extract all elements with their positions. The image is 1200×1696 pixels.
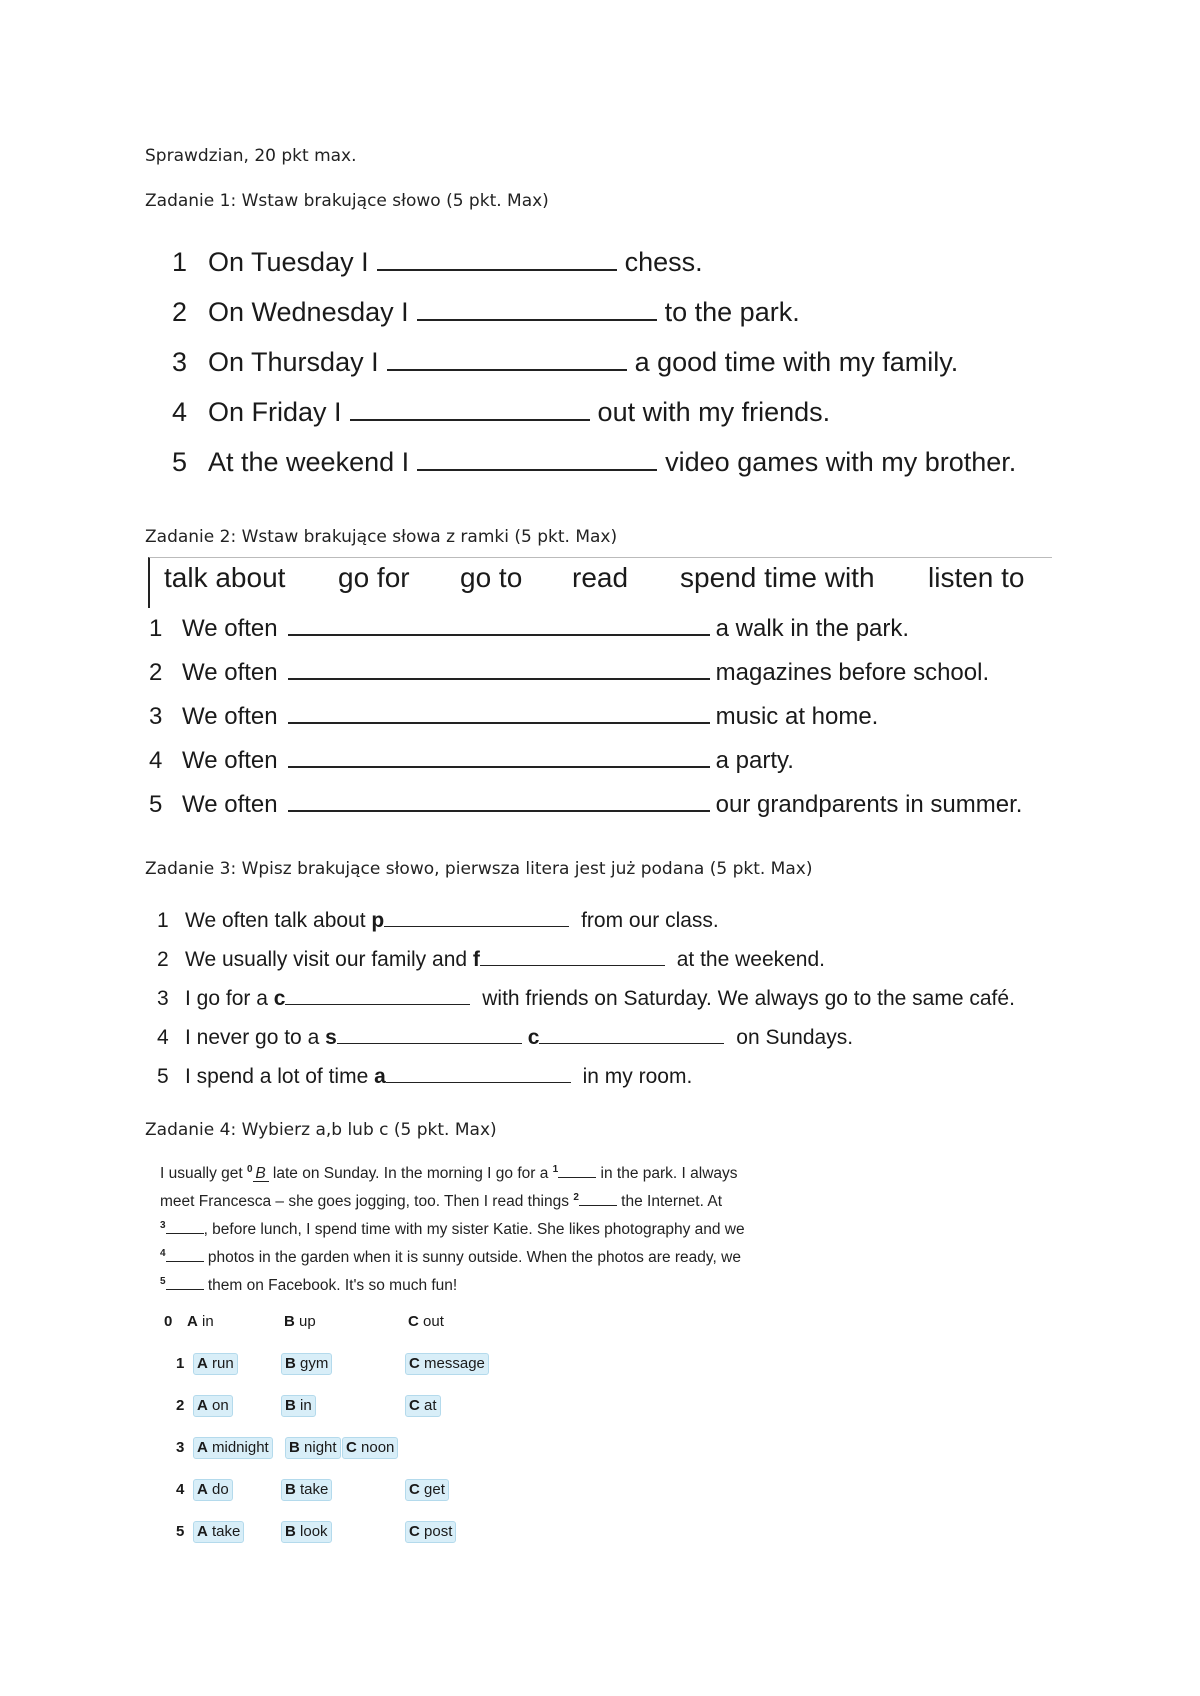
option-b[interactable]: B look [281, 1521, 332, 1543]
answer-blank[interactable] [285, 986, 470, 1005]
option-a[interactable]: A run [193, 1353, 238, 1375]
answer-blank[interactable] [387, 345, 627, 371]
option-b[interactable]: B night [285, 1437, 341, 1459]
answer-blank[interactable] [417, 295, 657, 321]
list-item: 2 On Wednesday I to the park. [172, 297, 800, 327]
word-box-item: go for [338, 562, 410, 593]
option-c[interactable]: C at [405, 1395, 441, 1417]
answer-blank[interactable] [377, 245, 617, 271]
option-b[interactable]: B in [281, 1395, 316, 1417]
list-item: 2 We usually visit our family and f at the weekend. [157, 948, 825, 971]
word-box-item: go to [460, 562, 523, 593]
test-title: Sprawdzian, 20 pkt max. [145, 146, 357, 166]
answer-blank[interactable] [350, 395, 590, 421]
list-item: 4 I never go to a s c on Sundays. [157, 1026, 854, 1049]
list-item: 3 We often music at home. [149, 703, 879, 730]
word-box-item: talk about [164, 562, 286, 593]
list-item: 5 I spend a lot of time a in my room. [157, 1065, 693, 1088]
answer-blank[interactable] [288, 658, 710, 680]
list-item: 1 On Tuesday I chess. [172, 247, 703, 277]
task1-list [172, 241, 1122, 491]
answer-blank[interactable] [579, 1192, 617, 1206]
option-a[interactable]: A do [193, 1479, 233, 1501]
answer-blank[interactable] [166, 1276, 204, 1290]
option-a[interactable]: A midnight [193, 1437, 273, 1459]
option-c: C out [408, 1313, 444, 1330]
option-b[interactable]: B take [281, 1479, 332, 1501]
option-c[interactable]: C message [405, 1353, 489, 1375]
list-item: 5 At the weekend I video games with my brother. [172, 447, 1017, 477]
answer-blank[interactable] [558, 1164, 596, 1178]
option-c[interactable]: C post [405, 1521, 456, 1543]
word-box [148, 557, 1052, 608]
list-item: 4 On Friday I out with my friends. [172, 397, 831, 427]
answer-blank[interactable] [166, 1220, 204, 1234]
task2-heading: Zadanie 2: Wstaw brakujące słowa z ramki (5 pkt. Max) [145, 527, 618, 547]
list-item: 1 We often talk about p from our class. [157, 909, 719, 932]
answer-blank[interactable] [166, 1248, 204, 1262]
option-c[interactable]: C noon [342, 1437, 398, 1459]
list-item: 4 We often a party. [149, 747, 794, 774]
list-item: 1 We often a walk in the park. [149, 615, 910, 642]
option-c[interactable]: C get [405, 1479, 449, 1501]
word-box-item: listen to [928, 562, 1025, 593]
task4-heading: Zadanie 4: Wybierz a,b lub c (5 pkt. Max) [145, 1120, 497, 1140]
task1-heading: Zadanie 1: Wstaw brakujące słowo (5 pkt. Max) [145, 191, 549, 211]
answer-blank[interactable] [288, 790, 710, 812]
answer-blank[interactable] [337, 1025, 522, 1044]
task3-heading: Zadanie 3: Wpisz brakujące słowo, pierwsza litera jest już podana (5 pkt. Max) [145, 859, 813, 879]
option-b: B up [284, 1313, 316, 1330]
list-item: 3 On Thursday I a good time with my family. [172, 347, 959, 377]
answer-blank[interactable] [417, 445, 657, 471]
list-item: 3 I go for a c with friends on Saturday. We always go to the same café. [157, 987, 1015, 1010]
worksheet-page: Sprawdzian, 20 pkt max. Zadanie 1: Wstaw brakujące słowo (5 pkt. Max) 1 On Tuesday I chess. 2 On Wednesday I to the park. 3 On Thursday I a good time with my family. 4 On Friday I out with my friends. 5 At the weekend I video games with my brother. Zadanie 2: Wstaw brakujące słowa z ramki (5 pkt. Max) talk about go for go to read spend time with listen to 1 We often a walk in the park. 2 We often magazines before school. 3 We often music at home. 4 We often a party. 5 We often our grandparents in summer. Zadanie 3: Wpisz brakujące słowo, pierwsza litera jest już podana (5 pkt. Max) 1 We often talk about p from our class. 2 We usually visit our family and f at the weekend. 3 I go for a c with friends on Saturday. We always go to the same café. 4 I never go to a s c on Sundays. 5 I spend a lot of time a in my room. Zadanie 4: Wybierz a,b lub c (5 pkt. Max) I usually get $^0$ B late on Sunday. In the morning I go for a $^1$ in the park. I always meet Francesca – she goes jogging, too. Then I read things $^2$ the Internet. At $^3$ , before lunch, I spend time with my sister Katie. She likes photography and we $^4$ photos in the garden when it is sunny outside. When the photos are ready, we $^5$ them on Facebook. It's so much fun! 0 A in B up C out 1 A run B gym C message 2 A on B in C at 3 A midnight B night C noon 4 A do B take C get 5 A take B look C post [0, 0, 1200, 1696]
word-box-item: spend time with [680, 562, 875, 593]
option-a[interactable]: A on [193, 1395, 233, 1417]
answer-blank[interactable] [480, 947, 665, 966]
answer-blank[interactable] [288, 614, 710, 636]
example-answer: B [253, 1167, 269, 1182]
option-a[interactable]: A take [193, 1521, 244, 1543]
option-a: A in [187, 1313, 214, 1330]
answer-blank[interactable] [288, 746, 710, 768]
list-item: 5 We often our grandparents in summer. [149, 791, 1023, 818]
task4-passage: I usually get $^0$ B late on Sunday. In the morning I go for a $^1$ in the park. I always meet Francesca – she goes jogging, too. Then I read things $^2$ the Internet. At $^3$ , before lunch, I spend time with my sister Katie. She likes photography and we $^4$ photos in the garden when it is sunny outside. When the photos are ready, we $^5$ them on Facebook. It's so much fun! [160, 1164, 745, 1295]
answer-blank[interactable] [539, 1025, 724, 1044]
task3-list [157, 904, 1107, 1099]
answer-blank[interactable] [288, 702, 710, 724]
answer-blank[interactable] [384, 908, 569, 927]
list-item: 2 We often magazines before school. [149, 659, 990, 686]
answer-blank[interactable] [386, 1064, 571, 1083]
word-box-item: read [572, 562, 629, 593]
task2-list [149, 610, 1099, 830]
option-b[interactable]: B gym [281, 1353, 332, 1375]
